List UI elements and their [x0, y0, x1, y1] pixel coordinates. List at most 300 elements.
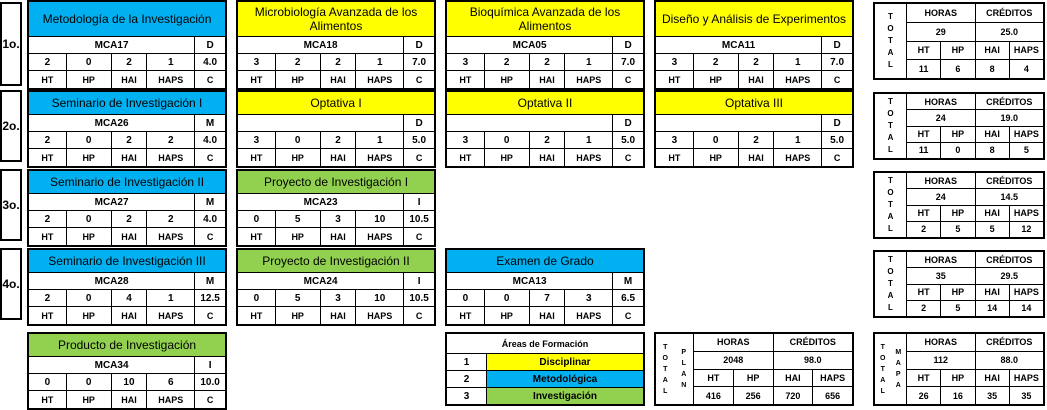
- total-ht: 11: [907, 143, 941, 158]
- total-grid: [907, 4, 1043, 78]
- hours-hp: 2: [276, 54, 321, 70]
- column-header: HAI: [976, 206, 1010, 221]
- course-code-row: [656, 37, 852, 54]
- course-card: [236, 169, 436, 247]
- credits: 10.0: [200, 376, 220, 388]
- column-header: HT: [29, 71, 67, 88]
- hours-haps: 1: [774, 132, 822, 148]
- breakdown-row: [694, 387, 852, 404]
- column-header: HAI: [112, 307, 148, 324]
- creditos-header: CRÉDITOS: [789, 337, 836, 348]
- total-ht: 11: [907, 60, 941, 78]
- vertical-letter: T: [663, 365, 668, 373]
- semester-label: 3o.: [0, 169, 22, 241]
- vertical-letter: L: [880, 387, 885, 395]
- vertical-letter: O: [880, 354, 886, 362]
- total-breakdown-row: [907, 222, 1043, 237]
- column-header: HT: [29, 149, 67, 166]
- course-title: Seminario de Investigación II: [29, 171, 225, 194]
- column-header: HP: [276, 228, 321, 245]
- course-title: Examen de Grado: [447, 250, 643, 273]
- course-code: [238, 115, 404, 131]
- course-values-row: [656, 54, 852, 71]
- column-header: HAPS: [1013, 372, 1039, 383]
- course-code-row: [447, 37, 643, 54]
- column-header: HP: [67, 71, 112, 88]
- course-code: MCA26: [29, 115, 195, 131]
- credits: 4.0: [203, 134, 218, 146]
- mapa-total: [873, 332, 1045, 406]
- hours-ht: 0: [238, 211, 276, 227]
- vertical-letters: [656, 334, 675, 404]
- colheader-row: [907, 370, 1043, 388]
- course-code: MCA24: [238, 273, 404, 289]
- header-row: [907, 334, 1043, 352]
- vertical-letters: [675, 334, 694, 404]
- course-code-row: [238, 194, 434, 211]
- total-hp: 5: [941, 222, 975, 237]
- course-header-row: [238, 228, 434, 245]
- vertical-letter: T: [880, 365, 885, 373]
- credits: 5.0: [830, 134, 845, 146]
- total-grid: [907, 252, 1043, 316]
- course-card: [27, 248, 227, 326]
- hours-haps: 2: [147, 132, 195, 148]
- column-header: C: [624, 74, 632, 85]
- hours-ht: 3: [656, 54, 694, 70]
- horas-header: HORAS: [694, 334, 774, 351]
- column-header: C: [415, 74, 423, 85]
- column-header: HAI: [321, 307, 357, 324]
- total-haps: 5: [1023, 145, 1029, 156]
- vertical-letter: O: [887, 109, 894, 118]
- mapa-ht: 26: [907, 387, 941, 404]
- course-code: MCA11: [656, 37, 822, 53]
- column-header: HAPS: [356, 71, 404, 88]
- total-horas: 35: [907, 268, 976, 283]
- plan-total: [654, 332, 854, 406]
- hours-ht: 3: [238, 54, 276, 70]
- hours-hai: 2: [321, 54, 357, 70]
- total-creditos: 14.5: [1000, 191, 1019, 202]
- vertical-letter: T: [888, 200, 893, 209]
- total-hp: 6: [941, 60, 975, 78]
- hours-haps: 1: [356, 54, 404, 70]
- hours-haps: 10: [356, 290, 404, 306]
- column-header: HP: [485, 149, 530, 166]
- creditos-header: CRÉDITOS: [986, 7, 1033, 18]
- column-header: HT: [907, 285, 941, 300]
- total-header-row: [907, 173, 1043, 189]
- column-header: HP: [67, 391, 112, 408]
- total-vertical-label: [875, 252, 907, 316]
- total-horas: 29: [907, 23, 976, 41]
- column-header: HP: [941, 42, 975, 60]
- course-code: MCA13: [447, 273, 613, 289]
- area-number: 3: [447, 388, 487, 404]
- vertical-letter: L: [663, 387, 668, 395]
- hours-haps: 6: [147, 374, 195, 390]
- vertical-letter: L: [888, 60, 893, 69]
- column-header: C: [415, 231, 423, 242]
- column-header: HT: [29, 228, 67, 245]
- vertical-letter: A: [887, 133, 894, 142]
- vertical-letter: T: [888, 97, 893, 106]
- course-header-row: [29, 307, 225, 324]
- column-header: HAI: [976, 370, 1010, 387]
- hours-haps: 10: [356, 211, 404, 227]
- column-header: HAPS: [1013, 129, 1039, 140]
- hours-hp: 0: [485, 132, 530, 148]
- column-header: HT: [907, 370, 941, 387]
- hours-hai: 2: [112, 211, 148, 227]
- hours-hp: 0: [485, 290, 530, 306]
- column-header: HP: [694, 71, 739, 88]
- total-hai: 5: [976, 222, 1010, 237]
- course-title: Metodología de la Investigación: [29, 2, 225, 37]
- column-header: C: [833, 74, 841, 85]
- vertical-letters: [891, 334, 907, 404]
- breakdown-row: [907, 387, 1043, 404]
- column-header: HAPS: [565, 307, 613, 324]
- course-values-row: [238, 54, 434, 71]
- course-type: M: [205, 275, 215, 287]
- creditos-header: CRÉDITOS: [986, 337, 1033, 348]
- area-row: [447, 388, 643, 404]
- column-header: HP: [276, 149, 321, 166]
- hours-ht: 3: [656, 132, 694, 148]
- column-header: HAI: [739, 149, 775, 166]
- column-header: HT: [447, 307, 485, 324]
- column-header: HAPS: [565, 71, 613, 88]
- column-header: HAPS: [147, 71, 195, 88]
- credits: 12.5: [200, 292, 220, 304]
- course-card: [445, 0, 645, 90]
- vertical-letter: T: [663, 343, 668, 351]
- semester-label: 4o.: [0, 248, 22, 320]
- total-haps: 14: [1021, 303, 1032, 314]
- course-header-row: [238, 149, 434, 166]
- column-header: C: [206, 74, 214, 85]
- column-header: HAI: [774, 370, 814, 387]
- course-values-row: [29, 374, 225, 391]
- course-title: Producto de Investigación: [29, 334, 225, 357]
- total-values-row: [907, 23, 1043, 42]
- course-type: M: [205, 196, 215, 208]
- course-title: Bioquímica Avanzada de los Alimentos: [447, 2, 643, 37]
- column-header: HT: [694, 370, 734, 387]
- column-header: HT: [238, 307, 276, 324]
- hours-ht: 2: [29, 290, 67, 306]
- course-type: D: [624, 117, 632, 129]
- column-header: HAI: [321, 71, 357, 88]
- total-hai: 14: [976, 301, 1010, 316]
- creditos-header: CRÉDITOS: [986, 175, 1033, 186]
- column-header: C: [415, 152, 423, 163]
- total-breakdown-row: [907, 301, 1043, 316]
- course-header-row: [656, 149, 852, 166]
- course-code-row: [29, 37, 225, 54]
- vertical-letter: T: [888, 36, 893, 45]
- hours-ht: 3: [447, 54, 485, 70]
- vertical-letter: O: [887, 188, 894, 197]
- course-code-row: [238, 115, 434, 132]
- hours-hai: 3: [321, 290, 357, 306]
- course-type: D: [833, 117, 841, 129]
- mapa-haps: 35: [1021, 390, 1032, 401]
- column-header: HAPS: [565, 149, 613, 166]
- hours-haps: 3: [565, 290, 613, 306]
- course-type: D: [833, 39, 841, 51]
- column-header: C: [624, 310, 632, 321]
- column-header: HT: [447, 149, 485, 166]
- hours-ht: 3: [238, 132, 276, 148]
- hours-haps: 1: [356, 132, 404, 148]
- hours-ht: 3: [447, 132, 485, 148]
- column-header: HAPS: [820, 372, 846, 383]
- course-type: M: [205, 117, 215, 129]
- hours-hp: 5: [276, 290, 321, 306]
- vertical-letter: A: [681, 371, 687, 378]
- course-values-row: [29, 290, 225, 307]
- hours-ht: 2: [29, 54, 67, 70]
- course-type: D: [415, 39, 423, 51]
- hours-hai: 4: [112, 290, 148, 306]
- column-header: HT: [907, 206, 941, 221]
- course-header-row: [447, 307, 643, 324]
- column-header: C: [206, 310, 214, 321]
- column-header: HT: [447, 71, 485, 88]
- area-name: Investigación: [487, 388, 643, 404]
- semester-total: [873, 2, 1045, 80]
- total-colheader-row: [907, 127, 1043, 143]
- vertical-letter: O: [662, 354, 668, 362]
- vertical-letter: T: [888, 279, 893, 288]
- total-horas: 24: [907, 110, 976, 125]
- credits: 10.5: [409, 292, 429, 304]
- vertical-label: [875, 334, 907, 404]
- credits: 4.0: [203, 56, 218, 68]
- plan-hp: 256: [734, 387, 774, 404]
- credits: 10.5: [409, 213, 429, 225]
- course-header-row: [29, 228, 225, 245]
- column-header: C: [206, 394, 214, 405]
- hours-hp: 0: [67, 290, 112, 306]
- course-title: Seminario de Investigación III: [29, 250, 225, 273]
- course-title: Optativa III: [656, 92, 852, 115]
- course-values-row: [656, 132, 852, 149]
- hours-hai: 2: [739, 132, 775, 148]
- total-hp: 5: [941, 301, 975, 316]
- total-hai: 8: [976, 60, 1010, 78]
- column-header: HAI: [112, 228, 148, 245]
- course-title: Microbiología Avanzada de los Alimentos: [238, 2, 434, 37]
- column-header: HP: [941, 206, 975, 221]
- hours-hp: 0: [276, 132, 321, 148]
- column-header: HP: [941, 127, 975, 142]
- credits: 7.0: [830, 56, 845, 68]
- course-code: MCA23: [238, 194, 404, 210]
- hours-haps: 1: [565, 132, 613, 148]
- column-header: HP: [276, 71, 321, 88]
- course-type: I: [417, 275, 421, 287]
- creditos-header: CRÉDITOS: [986, 96, 1033, 107]
- course-header-row: [447, 71, 643, 88]
- horas-value: 112: [907, 352, 976, 369]
- course-card: [445, 90, 645, 168]
- hours-haps: 1: [565, 54, 613, 70]
- course-header-row: [447, 149, 643, 166]
- plan-ht: 416: [694, 387, 734, 404]
- hours-ht: 2: [29, 132, 67, 148]
- course-type: I: [417, 196, 421, 208]
- column-header: C: [624, 152, 632, 163]
- vertical-letter: T: [888, 176, 893, 185]
- total-grid: [694, 334, 852, 404]
- hours-hai: 3: [321, 211, 357, 227]
- total-horas: 24: [907, 189, 976, 204]
- horas-header: HORAS: [907, 4, 976, 22]
- column-header: HT: [907, 127, 941, 142]
- vertical-letter: N: [681, 382, 687, 389]
- column-header: HAI: [112, 391, 148, 408]
- course-values-row: [29, 54, 225, 71]
- hours-ht: 0: [29, 374, 67, 390]
- hours-hp: 0: [67, 132, 112, 148]
- course-card: [654, 0, 854, 90]
- course-code-row: [29, 194, 225, 211]
- total-ht: 2: [907, 222, 941, 237]
- course-card: [27, 0, 227, 90]
- course-title: Optativa I: [238, 92, 434, 115]
- column-header: HAPS: [1013, 287, 1039, 298]
- course-header-row: [29, 71, 225, 88]
- total-header-row: [907, 94, 1043, 110]
- column-header: HAPS: [147, 307, 195, 324]
- course-title: Seminario de Investigación I: [29, 92, 225, 115]
- vertical-letter: T: [888, 121, 893, 130]
- course-code-row: [447, 273, 643, 290]
- total-vertical-label: [875, 94, 907, 158]
- semester-label: 2o.: [0, 90, 22, 162]
- vertical-letter: A: [887, 48, 894, 57]
- course-type: D: [415, 117, 423, 129]
- vertical-letter: P: [895, 371, 901, 378]
- hours-ht: 0: [238, 290, 276, 306]
- total-header-row: [907, 4, 1043, 23]
- mapa-hp: 16: [941, 387, 975, 404]
- column-header: HP: [67, 307, 112, 324]
- semester-total: [873, 171, 1045, 239]
- vertical-letter: A: [895, 360, 901, 367]
- course-code-row: [447, 115, 643, 132]
- course-code-row: [656, 115, 852, 132]
- column-header: HAPS: [147, 149, 195, 166]
- column-header: HAI: [530, 307, 566, 324]
- course-code-row: [238, 37, 434, 54]
- column-header: HP: [694, 149, 739, 166]
- column-header: HT: [238, 149, 276, 166]
- vertical-letter: M: [895, 349, 902, 356]
- course-type: D: [624, 39, 632, 51]
- course-values-row: [29, 132, 225, 149]
- hours-hp: 0: [694, 132, 739, 148]
- hours-hp: 0: [67, 374, 112, 390]
- course-title: Diseño y Análisis de Experimentos: [656, 2, 852, 37]
- course-title: Proyecto de Investigación II: [238, 250, 434, 273]
- hours-hai: 2: [739, 54, 775, 70]
- total-values-row: [907, 268, 1043, 284]
- credits: 7.0: [621, 56, 636, 68]
- column-header: HAI: [112, 71, 148, 88]
- vertical-letter: O: [887, 267, 894, 276]
- course-code-row: [29, 357, 225, 374]
- credits: 4.0: [203, 213, 218, 225]
- vertical-label: [656, 334, 694, 404]
- total-colheader-row: [907, 285, 1043, 301]
- vertical-letter: L: [888, 303, 893, 312]
- course-code: MCA34: [29, 357, 195, 373]
- course-card: [236, 248, 436, 326]
- area-name: Disciplinar: [487, 354, 643, 370]
- course-card: [236, 0, 436, 90]
- hours-hai: 2: [530, 132, 566, 148]
- horas-header: HORAS: [907, 252, 976, 267]
- vertical-letter: A: [880, 376, 886, 384]
- total-grid: [907, 334, 1043, 404]
- column-header: HAI: [321, 228, 357, 245]
- course-card: [445, 248, 645, 326]
- semester-total: [873, 92, 1045, 160]
- hours-haps: 2: [147, 211, 195, 227]
- column-header: HAPS: [1013, 45, 1039, 56]
- course-card: [27, 332, 227, 410]
- horas-header: HORAS: [907, 173, 976, 188]
- column-header: HP: [67, 228, 112, 245]
- values-row: [694, 352, 852, 370]
- course-card: [654, 90, 854, 168]
- column-header: C: [833, 152, 841, 163]
- values-row: [907, 352, 1043, 370]
- creditos-value: 98.0: [803, 355, 822, 366]
- vertical-letter: A: [887, 212, 894, 221]
- column-header: HP: [941, 285, 975, 300]
- total-breakdown-row: [907, 143, 1043, 158]
- hours-hai: 2: [530, 54, 566, 70]
- hours-hp: 0: [67, 211, 112, 227]
- course-values-row: [447, 132, 643, 149]
- course-type: I: [208, 359, 212, 371]
- vertical-letters: [875, 334, 891, 404]
- course-card: [27, 169, 227, 247]
- course-header-row: [29, 391, 225, 408]
- column-header: HT: [238, 71, 276, 88]
- vertical-letter: P: [681, 349, 687, 356]
- hours-haps: 1: [147, 290, 195, 306]
- column-header: HAI: [112, 149, 148, 166]
- total-grid: [907, 94, 1043, 158]
- vertical-letter: A: [895, 382, 901, 389]
- vertical-letter: A: [662, 376, 668, 384]
- semester-label: 1o.: [0, 2, 22, 86]
- area-row: [447, 354, 643, 371]
- column-header: C: [206, 152, 214, 163]
- hours-ht: 0: [447, 290, 485, 306]
- header-row: [694, 334, 852, 352]
- column-header: HT: [656, 149, 694, 166]
- course-code-row: [29, 273, 225, 290]
- area-name: Metodológica: [487, 371, 643, 387]
